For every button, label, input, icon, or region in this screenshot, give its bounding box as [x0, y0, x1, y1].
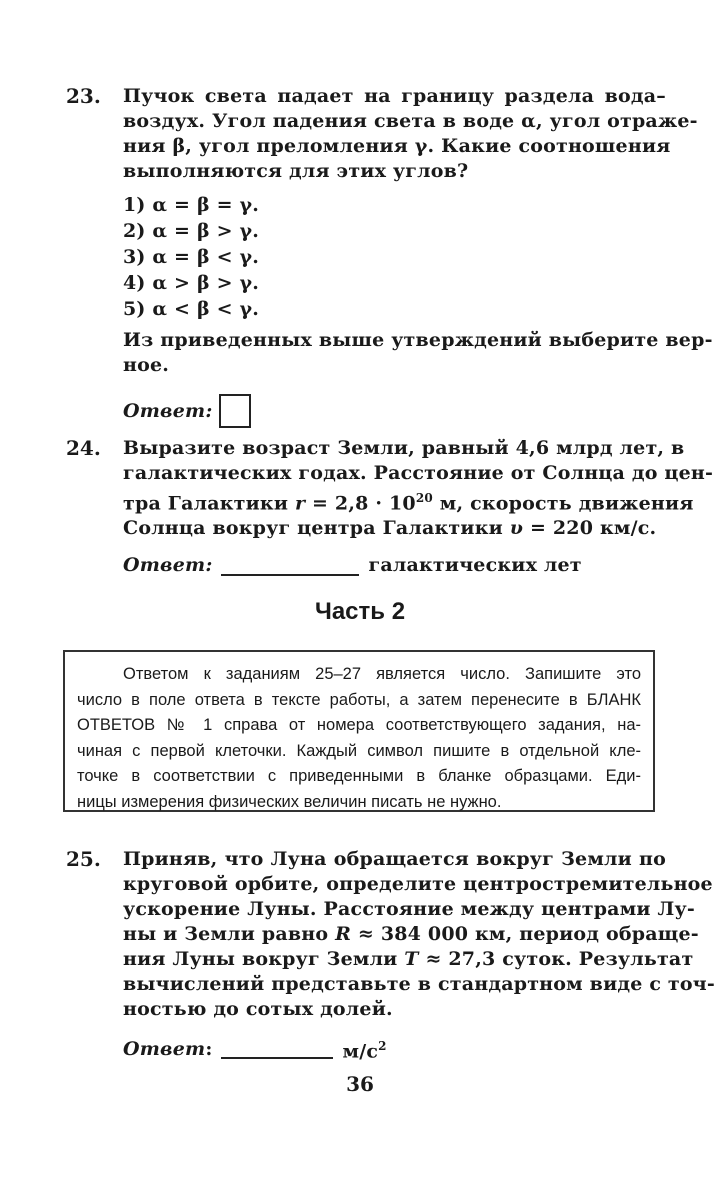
answer-unit: галактических лет	[368, 554, 582, 577]
option-2: 2) α = β > γ.	[123, 220, 260, 242]
task-number: 24.	[66, 436, 101, 460]
task-23	[66, 84, 713, 428]
answer-box[interactable]	[219, 394, 251, 428]
answer-options	[123, 192, 666, 322]
notice-line: точке в соответствии с приведенными в бланке образцами. Еди-	[77, 767, 641, 785]
task-24	[66, 436, 714, 578]
notice-line: Ответом к заданиям 25–27 является число. Запишите это	[123, 665, 641, 683]
task-text-line: ускорение Луны. Расстояние между центрами Лу-	[123, 898, 695, 920]
task-text-line: Из приведенных выше утверждений выберите вер-	[123, 329, 713, 351]
task-body	[123, 436, 714, 578]
answer-label: Ответ:	[123, 1037, 213, 1060]
task-number: 23.	[66, 84, 101, 108]
task-text-line: галактических годах. Расстояние от Солнца до цен-	[123, 462, 714, 484]
answer-blank[interactable]	[221, 556, 359, 576]
task-text-line: воздух. Угол падения света в воде α, угол отраже-	[123, 110, 698, 132]
answer-row	[123, 1034, 666, 1064]
task-number: 25.	[66, 847, 101, 871]
answer-row	[123, 553, 666, 578]
task-body	[123, 84, 713, 428]
instruction-notice	[63, 650, 655, 812]
page-number: 36	[346, 1072, 374, 1096]
section-title: Часть 2	[314, 598, 406, 625]
notice-line: ОТВЕТОВ № 1 справа от номера соответствующего задания, на-	[77, 716, 641, 734]
answer-blank[interactable]	[221, 1039, 333, 1059]
task-text-line: тра Галактики $r = 2,8 \cdot 10^{20}$ м, скорость движения	[123, 491, 694, 515]
notice-line: чиная с первой клеточки. Каждый символ пишите в отдельной кле-	[77, 741, 641, 760]
exponent: 20	[415, 491, 433, 505]
answer-label: Ответ:	[123, 399, 213, 422]
variable-R: R	[335, 923, 352, 945]
notice-line: число в поле ответа в тексте работы, а затем перенесите в БЛАНК	[77, 690, 641, 709]
task-text-line: ное.	[123, 354, 170, 376]
task-text-line: круговой орбите, определите центростремительное	[123, 873, 713, 895]
option-3: 3) α = β < γ.	[123, 246, 260, 268]
task-text-line: ния β, угол преломления γ. Какие соотношения	[123, 135, 671, 157]
task-text-line: вычислений представьте в стандартном виде с точ-	[123, 973, 715, 995]
task-text-line: ностью до сотых долей.	[123, 998, 393, 1020]
task-text-line: Пучок света падает на границу раздела вода–	[123, 85, 666, 107]
answer-row	[123, 394, 666, 428]
variable-r: r	[294, 492, 306, 515]
notice-line: ницы измерения физических величин писать не нужно.	[77, 792, 502, 811]
task-body	[123, 847, 715, 1064]
task-text-line: Выразите возраст Земли, равный 4,6 млрд лет, в	[123, 437, 685, 459]
task-text-line: выполняются для этих углов?	[123, 160, 469, 182]
task-25	[66, 847, 715, 1064]
task-text-line: ния Луны вокруг Земли T ≈ 27,3 суток. Результат	[123, 948, 694, 970]
task-text-line: Приняв, что Луна обращается вокруг Земли по	[123, 848, 666, 870]
task-prompt	[123, 328, 713, 378]
option-5: 5) α < β < γ.	[123, 298, 260, 320]
variable-v: υ	[509, 517, 524, 540]
task-text-line: ны и Земли равно R ≈ 384 000 км, период обраще-	[123, 923, 699, 945]
unit-exponent: 2	[378, 1039, 387, 1053]
answer-label: Ответ:	[123, 554, 213, 577]
task-text-line: Солнца вокруг центра Галактики υ = 220 км/с.	[123, 517, 657, 540]
answer-unit: $м/с^2$	[342, 1039, 387, 1063]
option-1: 1) α = β = γ.	[123, 194, 260, 216]
variable-T: T	[404, 948, 419, 970]
option-4: 4) α > β > γ.	[123, 272, 260, 294]
